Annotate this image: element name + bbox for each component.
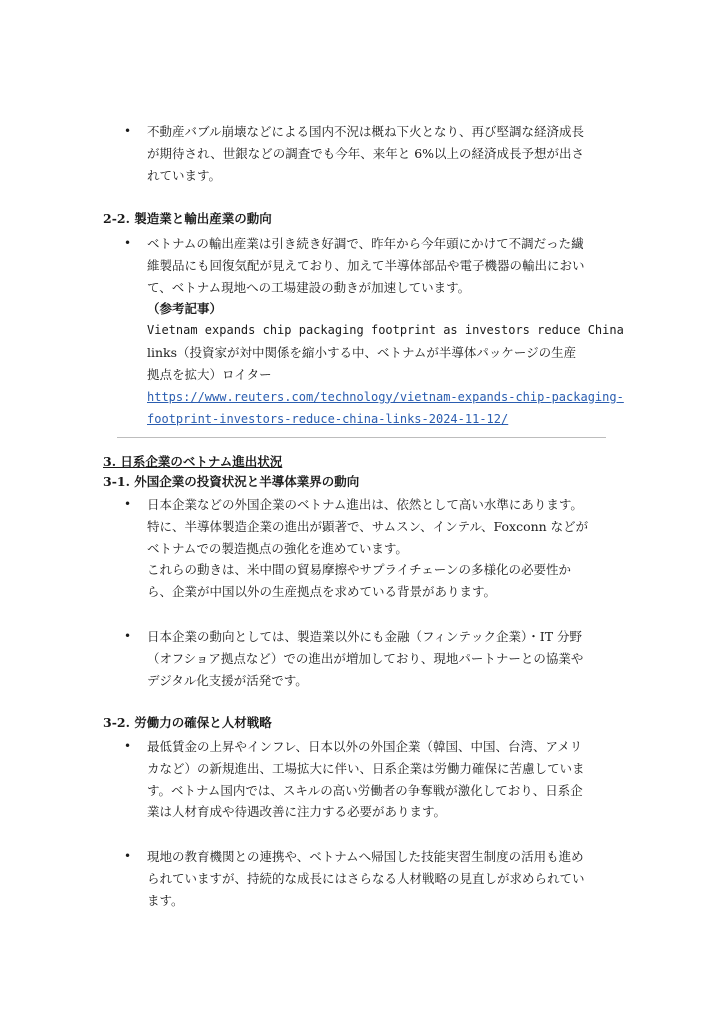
- text-line: 特に、半導体製造企業の進出が顕著で、サムスン、インテル、Foxconn などが: [147, 518, 589, 534]
- section-heading-2-2: 2-2. 製造業と輸出産業の動向: [103, 211, 272, 226]
- bullet-marker: •: [124, 236, 132, 250]
- reference-link[interactable]: https://www.reuters.com/technology/vietnam-expands-chip-packaging-: [147, 389, 624, 404]
- text-line: 日本企業の動向としては、製造業以外にも金融（フィンテック企業）・IT 分野: [147, 629, 583, 644]
- text-line: 業は人材育成や待遇改善に注力する必要があります。: [147, 804, 447, 820]
- paragraph-export-industry: [147, 233, 624, 431]
- text-line: 現地の教育機関との連携や、ベトナムへ帰国した技能実習生制度の活用も進め: [147, 849, 584, 864]
- bullet-marker: •: [124, 849, 132, 863]
- paragraph-japanese-trends: [147, 626, 619, 691]
- paragraph-economic-outlook: [147, 121, 619, 186]
- section-heading-3-text: 3. 日系企業のベトナム進出状況: [103, 454, 283, 469]
- text-line: れています。: [147, 167, 222, 183]
- horizontal-divider: [117, 437, 606, 438]
- paragraph-labor-shortage: [147, 736, 619, 823]
- section-heading-3: [103, 452, 282, 472]
- bullet-marker: •: [124, 739, 132, 753]
- bullet-marker: •: [124, 124, 132, 138]
- text-line: 最低賃金の上昇やインフレ、日本以外の外国企業（韓国、中国、台湾、アメリ: [147, 739, 583, 754]
- text-line: ベトナムの輸出産業は引き続き好調で、昨年から今年頭にかけて不調だった繊: [147, 236, 584, 251]
- text-line: カなど）の新規進出、工場拡大に伴い、日系企業は労働力確保に苦慮していま: [147, 760, 585, 776]
- text-line: デジタル化支援が活発です。: [147, 672, 308, 688]
- reference-heading: （参考記事）: [147, 301, 223, 317]
- text-line: て、ベトナム現地への工場建設の動きが加速しています。: [147, 279, 471, 295]
- section-heading-3-2: 3-2. 労働力の確保と人材戦略: [103, 715, 272, 730]
- reference-title-line: Vietnam expands chip packaging footprint as investors reduce China: [147, 323, 624, 338]
- text-line: ら、企業が中国以外の生産拠点を求めている背景があります。: [147, 584, 497, 600]
- paragraph-foreign-investment: [147, 494, 619, 603]
- text-line: ます。: [147, 892, 184, 908]
- text-line: 不動産バブル崩壊などによる国内不況は概ね下火となり、再び堅調な経済成長: [147, 124, 585, 139]
- bullet-marker: •: [124, 497, 132, 511]
- reference-title-line: links（投資家が対中関係を縮小する中、ベトナムが半導体パッケージの生産: [147, 344, 577, 360]
- text-line: られていますが、持続的な成長にはさらなる人材戦略の見直しが求められてい: [147, 870, 585, 886]
- text-line: 維製品にも回復気配が見えており、加えて半導体部品や電子機器の輸出におい: [147, 257, 585, 273]
- text-line: す。ベトナム国内では、スキルの高い労働者の争奪戦が激化しており、日系企: [147, 782, 583, 798]
- text-line: （オフショア拠点など）での進出が増加しており、現地パートナーとの協業や: [147, 650, 584, 666]
- text-line: 日本企業などの外国企業のベトナム進出は、依然として高い水準にあります。: [147, 497, 583, 512]
- reference-link[interactable]: footprint-investors-reduce-china-links-2024-11-12/: [147, 412, 509, 427]
- reference-source-line: 拠点を拡大）ロイター: [147, 366, 272, 382]
- text-line: が期待され、世銀などの調査でも今年、来年と 6%以上の経済成長予想が出さ: [147, 145, 585, 161]
- bullet-marker: •: [124, 629, 132, 643]
- text-line: これらの動きは、米中間の貿易摩擦やサプライチェーンの多様化の必要性か: [147, 562, 572, 578]
- paragraph-talent-strategy: [147, 846, 619, 911]
- text-line: ベトナムでの製造拠点の強化を進めています。: [147, 540, 408, 556]
- section-heading-3-1: 3-1. 外国企業の投資状況と半導体業界の動向: [103, 474, 360, 489]
